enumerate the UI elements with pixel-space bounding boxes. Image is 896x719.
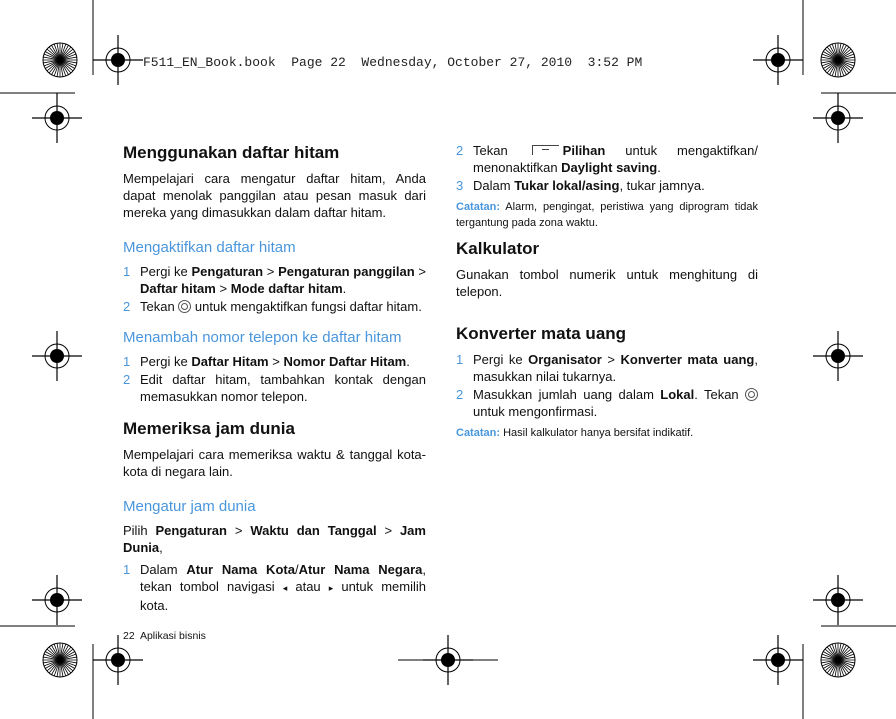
text: .: [342, 281, 347, 296]
starburst-ray: [838, 60, 847, 75]
text: Dalam: [473, 178, 515, 193]
starburst-ray: [830, 45, 839, 60]
starburst-ray: [60, 645, 69, 660]
starburst-ray: [60, 54, 76, 60]
list-item: [456, 177, 758, 194]
starburst-ray: [822, 660, 838, 666]
menu-path: Daftar hitam: [140, 281, 216, 296]
starburst-ray: [47, 49, 60, 60]
list-item: [456, 351, 758, 385]
starburst-ray: [825, 60, 838, 71]
starburst-ray: [54, 660, 60, 676]
starburst-ray: [60, 652, 75, 661]
nav-right-icon: ▸: [328, 583, 334, 593]
text: >: [226, 523, 251, 538]
starburst-ray: [60, 660, 63, 677]
starburst-ray: [60, 60, 71, 73]
right-column: [456, 142, 758, 448]
registration-dot-icon: [771, 53, 785, 67]
starburst-ray: [832, 44, 838, 60]
starburst-ray: [52, 60, 61, 75]
starburst-icon: [43, 43, 77, 77]
text: >: [376, 523, 400, 538]
starburst-ray: [838, 660, 844, 676]
menu-path: Lokal: [660, 387, 695, 402]
starburst-ray: [838, 44, 844, 60]
starburst-ray: [827, 60, 838, 73]
starburst-ray: [825, 660, 838, 671]
text: atau: [287, 579, 329, 594]
starburst-ray: [57, 643, 60, 660]
starburst-ray: [52, 645, 61, 660]
subsection-title: Mengaktifkan daftar hitam: [123, 239, 296, 256]
text: Pilih: [123, 523, 156, 538]
starburst-ray: [45, 60, 60, 69]
text: Pergi ke: [473, 352, 529, 367]
starburst-ray: [47, 649, 60, 660]
starburst-ray: [835, 60, 838, 77]
text: Tekan: [473, 143, 528, 158]
paragraph: Gunakan tombol numerik untuk menghitung di telepon.: [456, 267, 758, 299]
text: Masukkan jumlah uang dalam: [473, 387, 661, 402]
list-item: [456, 142, 758, 176]
subsection-title: Mengatur jam dunia: [123, 498, 256, 515]
text: >: [601, 352, 621, 367]
starburst-ray: [838, 643, 841, 660]
starburst-ray: [821, 57, 838, 60]
text: >: [215, 281, 231, 296]
starburst-ray: [838, 644, 844, 660]
step-number: 1: [123, 264, 131, 279]
text: untuk memilih kota.: [140, 579, 426, 613]
starburst-ray: [830, 60, 839, 75]
starburst-ray: [44, 654, 60, 660]
registration-circle-icon: [106, 648, 130, 672]
list-item: [123, 561, 426, 614]
starburst-ray: [54, 644, 60, 660]
registration-dot-icon: [50, 111, 64, 125]
left-softkey-icon: [532, 145, 559, 155]
starburst-ray: [838, 49, 851, 60]
text: , tekan tombol navigasi: [140, 562, 426, 594]
note-text: Alarm, pengingat, peristiwa yang diprogram tidak tergantung pada zona waktu.: [456, 201, 758, 229]
starburst-ray: [838, 52, 853, 61]
registration-dot-icon: [441, 653, 455, 667]
paragraph: Mempelajari cara memeriksa waktu & tanggal kota-kota di negara lain.: [123, 447, 426, 479]
starburst-ray: [49, 660, 60, 673]
starburst-ray: [838, 60, 849, 73]
starburst-ray: [60, 45, 69, 60]
starburst-ray: [47, 660, 60, 671]
starburst-ray: [60, 660, 69, 675]
print-slug: F511_EN_Book.book Page 22 Wednesday, October 27, 2010 3:52 PM: [143, 55, 643, 70]
left-column: [123, 142, 426, 643]
menu-path: Nomor Daftar Hitam: [283, 354, 407, 369]
starburst-ray: [45, 52, 60, 61]
list-item: [456, 386, 758, 420]
text: Dalam: [140, 562, 187, 577]
registration-circle-icon: [826, 588, 850, 612]
step-number: 2: [123, 372, 131, 387]
starburst-ray: [838, 60, 851, 71]
starburst-ray: [821, 60, 838, 63]
starburst-ray: [44, 54, 60, 60]
registration-circle-icon: [45, 588, 69, 612]
starburst-ray: [60, 57, 77, 60]
starburst-ray: [823, 652, 838, 661]
nav-left-icon: ◂: [282, 583, 288, 593]
list-item: [123, 263, 426, 297]
text: untuk mengaktifkan/ menonaktifkan: [473, 143, 758, 175]
starburst-ray: [43, 60, 60, 63]
starburst-ray: [835, 43, 838, 60]
subsection-title: Menambah nomor telepon ke daftar hitam: [123, 329, 402, 346]
starburst-ray: [822, 654, 838, 660]
starburst-ray: [60, 657, 77, 660]
starburst-ray: [838, 660, 854, 666]
starburst-ray: [60, 60, 63, 77]
starburst-icon: [821, 643, 855, 677]
starburst-ray: [52, 45, 61, 60]
starburst-ray: [835, 643, 838, 660]
starburst-ray: [822, 60, 838, 66]
step-number: 2: [123, 299, 131, 314]
menu-path: Tukar lokal/asing: [514, 178, 620, 193]
starburst-ray: [60, 60, 66, 76]
registration-circle-icon: [766, 648, 790, 672]
starburst-ray: [60, 60, 75, 69]
ok-key-icon: [745, 388, 758, 401]
note: [456, 199, 758, 231]
registration-dot-icon: [831, 349, 845, 363]
menu-path: Atur Nama Negara: [298, 562, 423, 577]
starburst-ray: [60, 47, 71, 60]
menu-path: Mode daftar hitam: [230, 281, 343, 296]
step-number: 2: [456, 143, 464, 158]
registration-circle-icon: [45, 344, 69, 368]
starburst-ray: [54, 44, 60, 60]
starburst-ray: [49, 647, 60, 660]
starburst-ray: [44, 660, 60, 666]
text: untuk mengaktifkan fungsi daftar hitam.: [191, 299, 422, 314]
note-label: Catatan:: [456, 201, 501, 213]
starburst-ray: [43, 57, 60, 60]
registration-circle-icon: [436, 648, 460, 672]
starburst-ray: [838, 645, 847, 660]
starburst-ray: [43, 660, 60, 663]
text: >: [263, 264, 279, 279]
starburst-ray: [45, 660, 60, 669]
starburst-ray: [823, 660, 838, 669]
starburst-ray: [838, 652, 853, 661]
text: Edit daftar hitam, tambahkan kontak dengan memasukkan nomor telepon.: [140, 372, 426, 404]
starburst-ray: [60, 654, 76, 660]
starburst-ray: [838, 660, 847, 675]
starburst-ray: [838, 60, 854, 66]
text: Pergi ke: [140, 354, 192, 369]
starburst-ray: [838, 660, 855, 663]
text: Pergi ke: [140, 264, 192, 279]
starburst-ray: [822, 54, 838, 60]
section-name: Aplikasi bisnis: [139, 630, 206, 642]
starburst-ray: [838, 660, 853, 669]
starburst-ray: [57, 660, 60, 677]
starburst-ray: [60, 660, 66, 676]
starburst-ray: [838, 660, 849, 673]
menu-path: Daftar Hitam: [191, 354, 269, 369]
starburst-icon: [821, 43, 855, 77]
starburst-ray: [60, 660, 77, 663]
menu-path: Pengaturan panggilan: [278, 264, 415, 279]
step-number: 1: [123, 354, 131, 369]
step-number: 3: [456, 178, 464, 193]
text: .: [406, 354, 410, 369]
menu-path: Pengaturan: [191, 264, 264, 279]
registration-dot-icon: [50, 593, 64, 607]
starburst-ray: [827, 660, 838, 673]
starburst-ray: [49, 47, 60, 60]
registration-circle-icon: [106, 48, 130, 72]
starburst-ray: [827, 647, 838, 660]
starburst-ray: [823, 60, 838, 69]
list-item: [123, 353, 426, 370]
registration-dot-icon: [771, 653, 785, 667]
section-title: Kalkulator: [456, 239, 540, 258]
text: untuk mengonfirmasi.: [473, 404, 598, 419]
starburst-ray: [821, 660, 838, 663]
starburst-ray: [832, 660, 838, 676]
starburst-ray: [60, 660, 75, 669]
starburst-ray: [838, 660, 841, 677]
starburst-ray: [832, 60, 838, 76]
starburst-ray: [838, 649, 851, 660]
text: /: [294, 562, 299, 577]
starburst-ray: [823, 52, 838, 61]
text: .: [657, 160, 661, 175]
starburst-ray: [838, 660, 851, 671]
starburst-ray: [60, 43, 63, 60]
note-label: Catatan:: [456, 427, 501, 439]
starburst-ray: [60, 49, 73, 60]
ok-key-icon: [178, 300, 191, 313]
starburst-ray: [838, 60, 841, 77]
starburst-ray: [57, 43, 60, 60]
menu-path: Organisator: [528, 352, 602, 367]
registration-circle-icon: [45, 106, 69, 130]
starburst-ray: [838, 47, 849, 60]
starburst-icon: [43, 643, 77, 677]
page-footer: [123, 630, 426, 643]
menu-path: Konverter mata uang: [620, 352, 755, 367]
paragraph: Mempelajari cara mengatur daftar hitam, Anda dapat menolak panggilan atau pesan masuk dari mereka yang dimasukkan dalam daftar hitam.: [123, 171, 426, 220]
starburst-ray: [60, 660, 73, 671]
note-text: Hasil kalkulator hanya bersifat indikatif.: [500, 427, 694, 439]
list-item: [123, 371, 426, 405]
starburst-ray: [825, 49, 838, 60]
starburst-ray: [838, 60, 855, 63]
starburst-ray: [838, 647, 849, 660]
starburst-ray: [44, 60, 60, 66]
registration-circle-icon: [826, 344, 850, 368]
registration-dot-icon: [111, 653, 125, 667]
starburst-ray: [54, 60, 60, 76]
starburst-ray: [838, 654, 854, 660]
text: >: [414, 264, 426, 279]
starburst-ray: [838, 54, 854, 60]
text: Tekan: [140, 299, 179, 314]
starburst-ray: [60, 60, 77, 63]
menu-path: Daylight saving: [561, 160, 658, 175]
starburst-ray: [43, 657, 60, 660]
registration-dot-icon: [831, 593, 845, 607]
step-number: 1: [123, 562, 131, 577]
starburst-ray: [57, 60, 60, 77]
section-title: Memeriksa jam dunia: [123, 419, 295, 438]
starburst-ray: [827, 47, 838, 60]
page-number: 22: [123, 630, 135, 642]
paragraph: [123, 522, 426, 556]
menu-path: Atur Nama Kota: [186, 562, 295, 577]
text: , tukar jamnya.: [619, 178, 705, 193]
starburst-ray: [60, 52, 75, 61]
starburst-ray: [838, 57, 855, 60]
section-title: Menggunakan daftar hitam: [123, 143, 340, 162]
list-item: [123, 298, 426, 315]
registration-dot-icon: [50, 349, 64, 363]
starburst-ray: [821, 657, 838, 660]
text: . Tekan: [694, 387, 745, 402]
starburst-ray: [838, 60, 844, 76]
text: >: [268, 354, 284, 369]
menu-path: Waktu dan Tanggal: [250, 523, 377, 538]
registration-circle-icon: [826, 106, 850, 130]
registration-circle-icon: [766, 48, 790, 72]
starburst-ray: [60, 643, 63, 660]
starburst-ray: [60, 647, 71, 660]
registration-dot-icon: [831, 111, 845, 125]
menu-path: Pengaturan: [155, 523, 227, 538]
starburst-ray: [825, 649, 838, 660]
starburst-ray: [60, 60, 73, 71]
starburst-ray: [830, 645, 839, 660]
starburst-ray: [832, 644, 838, 660]
starburst-ray: [60, 44, 66, 60]
step-number: 1: [456, 352, 464, 367]
starburst-ray: [838, 60, 853, 69]
menu-path: Pilihan: [562, 143, 606, 158]
note: [456, 425, 758, 441]
starburst-ray: [830, 660, 839, 675]
starburst-ray: [60, 60, 69, 75]
step-number: 2: [456, 387, 464, 402]
starburst-ray: [838, 43, 841, 60]
starburst-ray: [47, 60, 60, 71]
starburst-ray: [49, 60, 60, 73]
menu-path: Jam Dunia: [123, 523, 426, 555]
text: ,: [159, 540, 163, 555]
starburst-ray: [838, 657, 855, 660]
starburst-ray: [60, 644, 66, 660]
starburst-ray: [45, 652, 60, 661]
text: , masukkan nilai tukarnya.: [473, 352, 758, 384]
section-title: Konverter mata uang: [456, 324, 627, 343]
starburst-ray: [835, 660, 838, 677]
starburst-ray: [52, 660, 61, 675]
registration-dot-icon: [111, 53, 125, 67]
starburst-ray: [60, 660, 76, 666]
starburst-ray: [60, 60, 76, 66]
starburst-ray: [60, 649, 73, 660]
starburst-ray: [60, 660, 71, 673]
starburst-ray: [838, 45, 847, 60]
